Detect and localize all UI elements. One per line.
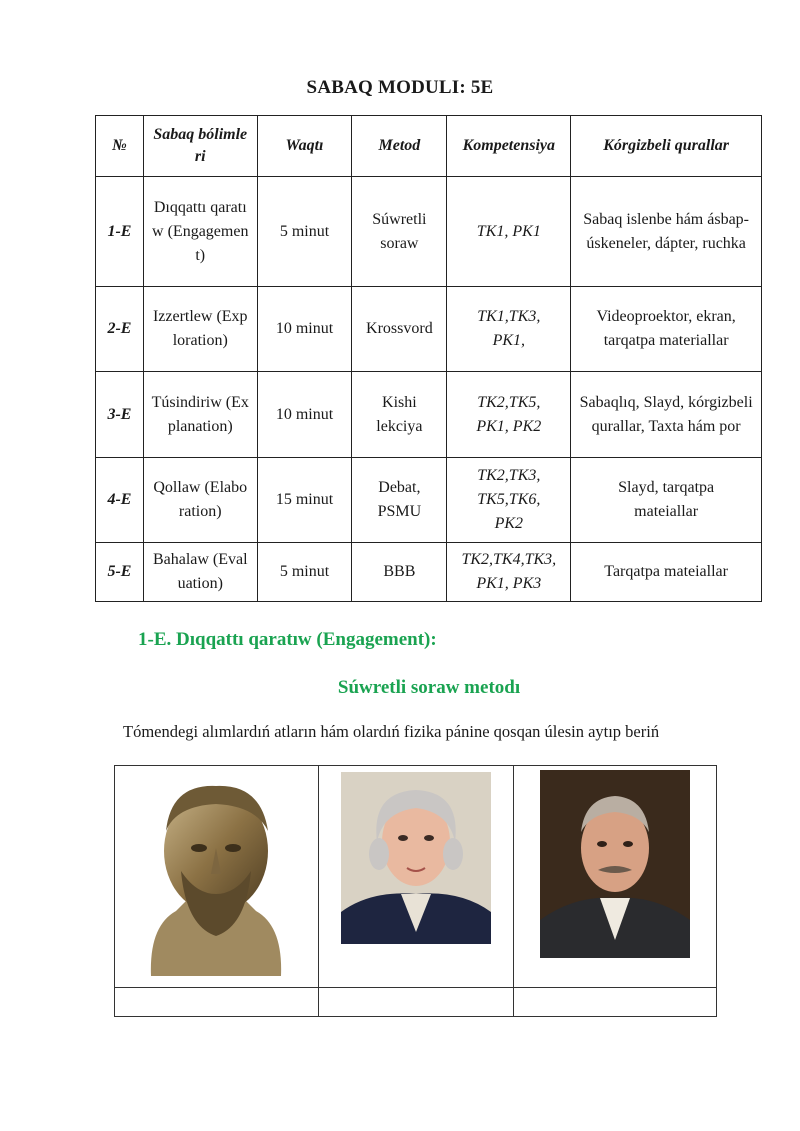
portrait-cell xyxy=(115,766,319,988)
time-cell: 10 minut xyxy=(257,372,352,458)
answer-cell[interactable] xyxy=(318,988,514,1017)
competence-cell: TK2,TK3, TK5,TK6, PK2 xyxy=(447,458,571,543)
part-cell: Túsindiriw (Explanation) xyxy=(143,372,257,458)
tools-cell: Tarqatpa mateiallar xyxy=(571,543,762,602)
tools-cell: Sabaq islenbe hám ásbap-úskeneler, dápter, ruchka xyxy=(571,177,762,287)
header-parts: Sabaq bólimleri xyxy=(143,116,257,177)
page-title: SABAQ MODULI: 5E xyxy=(306,77,494,98)
stage-cell: 4-E xyxy=(96,458,144,543)
method-cell: Súwretli soraw xyxy=(352,177,447,287)
part-cell: Dıqqattı qaratıw (Engagement) xyxy=(143,177,257,287)
part-cell: Bahalaw (Evaluation) xyxy=(143,543,257,602)
table-row xyxy=(96,543,762,602)
answer-cell[interactable] xyxy=(115,988,319,1017)
method-cell: Krossvord xyxy=(352,287,447,372)
competence-cell: TK2,TK4,TK3, PK1, PK3 xyxy=(447,543,571,602)
mustached-man-portrait-image xyxy=(540,770,690,958)
lesson-plan-table xyxy=(95,115,762,602)
stage-cell: 3-E xyxy=(96,372,144,458)
method-heading: Súwretli soraw metodı xyxy=(337,677,521,698)
competence-cell: TK2,TK5, PK1, PK2 xyxy=(447,372,571,458)
method-cell: Kishi lekciya xyxy=(352,372,447,458)
method-cell: BBB xyxy=(352,543,447,602)
header-number: № xyxy=(96,116,144,177)
table-row xyxy=(96,177,762,287)
table-row xyxy=(96,372,762,458)
table-row xyxy=(96,287,762,372)
method-cell: Debat, PSMU xyxy=(352,458,447,543)
time-cell: 5 minut xyxy=(257,543,352,602)
part-cell: Qollaw (Elaboration) xyxy=(143,458,257,543)
table-header-row xyxy=(96,116,762,177)
bust-portrait-image xyxy=(141,776,291,981)
header-time: Waqtı xyxy=(257,116,352,177)
tools-cell: Sabaqlıq, Slayd, kórgizbeli qurallar, Taxta hám por xyxy=(571,372,762,458)
answer-cell[interactable] xyxy=(514,988,717,1017)
header-method: Metod xyxy=(352,116,447,177)
tools-cell: Videoproektor, ekran, tarqatpa materiallar xyxy=(571,287,762,372)
part-cell: Izzertlew (Exploration) xyxy=(143,287,257,372)
instruction-text: Tómendegi alımlardıń atların hám olardıń fizika pánine qosqan úlesin aytıp beriń xyxy=(123,722,660,741)
time-cell: 5 minut xyxy=(257,177,352,287)
table-row xyxy=(96,458,762,543)
competence-cell: TK1,TK3, PK1, xyxy=(447,287,571,372)
powdered-wig-portrait-image xyxy=(341,772,491,944)
section-heading: 1-E. Dıqqattı qaratıw (Engagement): xyxy=(138,629,437,650)
tools-cell: Slayd, tarqatpa mateiallar xyxy=(571,458,762,543)
time-cell: 10 minut xyxy=(257,287,352,372)
time-cell: 15 minut xyxy=(257,458,352,543)
stage-cell: 5-E xyxy=(96,543,144,602)
portrait-cell xyxy=(318,766,514,988)
header-tools: Kórgizbeli qurallar xyxy=(571,116,762,177)
portraits-table xyxy=(114,765,717,1017)
header-competence: Kompetensiya xyxy=(447,116,571,177)
competence-cell: TK1, PK1 xyxy=(447,177,571,287)
portrait-cell xyxy=(514,766,717,988)
stage-cell: 2-E xyxy=(96,287,144,372)
stage-cell: 1-E xyxy=(96,177,144,287)
